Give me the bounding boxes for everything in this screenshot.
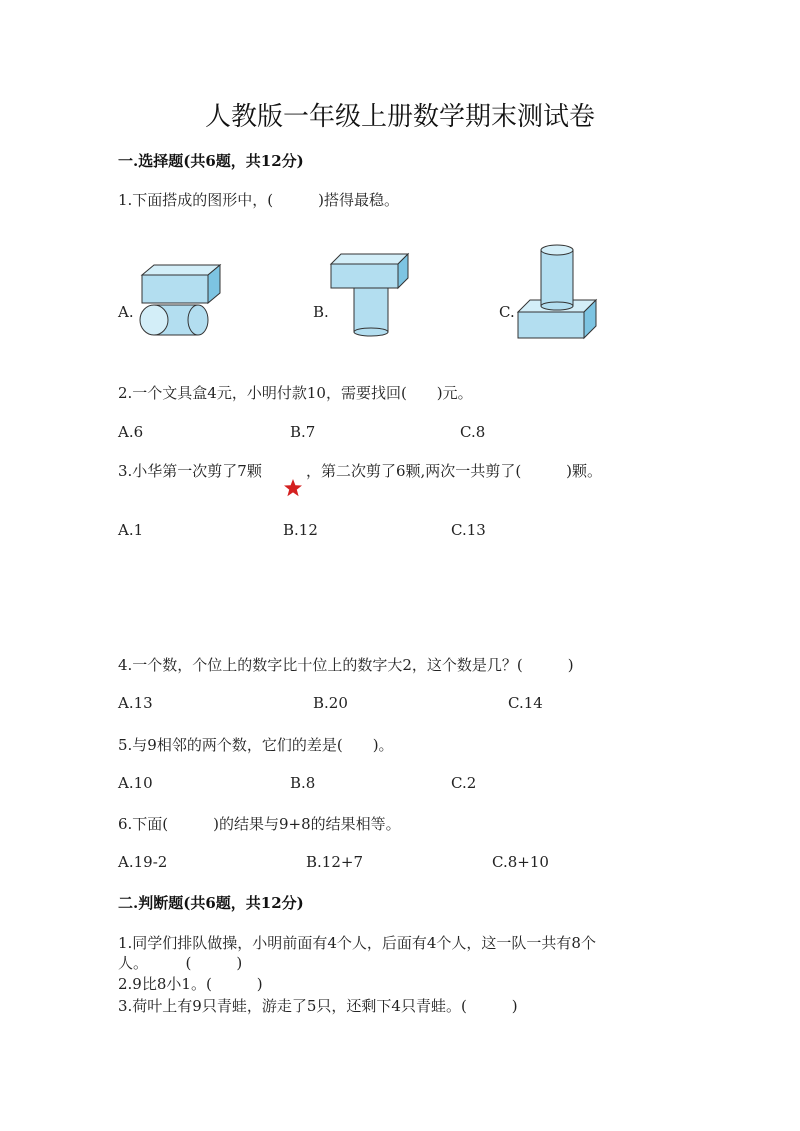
q5-option-a: A.10 <box>118 774 153 792</box>
question-3-part2: ，第二次剪了6颗,两次一共剪了( )颗。 <box>306 462 603 480</box>
page-title: 人教版一年级上册数学期末测试卷 <box>204 102 595 132</box>
q5-option-c: C.2 <box>451 774 477 792</box>
q2-option-a: A.6 <box>118 423 144 441</box>
judgement-2: 2.9比8小1。( ) <box>118 975 263 993</box>
q3-option-a: A.1 <box>118 521 144 539</box>
judgement-1-line2: 人。 ( ) <box>118 954 243 972</box>
q4-option-c: C.14 <box>508 694 543 712</box>
q6-option-c: C.8+10 <box>492 853 549 871</box>
q6-option-b: B.12+7 <box>306 853 363 871</box>
question-1: 1.下面搭成的图形中，( )搭得最稳。 <box>118 191 400 209</box>
q2-option-b: B.7 <box>290 423 316 441</box>
star-icon <box>283 478 303 498</box>
q3-option-b: B.12 <box>283 521 318 539</box>
question-4: 4.一个数，个位上的数字比十位上的数字大2，这个数是几？( ) <box>118 656 574 674</box>
q4-option-a: A.13 <box>118 694 153 712</box>
section-heading-judgement: 二.判断题(共6题，共12分) <box>118 894 304 912</box>
q5-option-b: B.8 <box>290 774 316 792</box>
option-c-label: C. <box>499 303 515 321</box>
figure-b-cuboid-on-cylinder <box>328 250 412 338</box>
question-5: 5.与9相邻的两个数，它们的差是( )。 <box>118 736 394 754</box>
judgement-1-line1: 1.同学们排队做操，小明前面有4个人，后面有4个人，这一队一共有8个 <box>118 934 596 952</box>
option-a-label: A. <box>118 303 134 321</box>
judgement-3: 3.荷叶上有9只青蛙，游走了5只，还剩下4只青蛙。( ) <box>118 997 518 1015</box>
q6-option-a: A.19-2 <box>118 853 168 871</box>
question-2: 2.一个文具盒4元，小明付款10，需要找回( )元。 <box>118 384 473 402</box>
option-b-label: B. <box>313 303 329 321</box>
figure-a-cuboid-on-cylinder <box>136 263 226 341</box>
figure-c-cylinder-on-cuboid <box>514 242 600 340</box>
q4-option-b: B.20 <box>313 694 348 712</box>
q2-option-c: C.8 <box>460 423 486 441</box>
question-3-part1: 3.小华第一次剪了7颗 <box>118 462 262 480</box>
section-heading-choice: 一.选择题(共6题，共12分) <box>118 152 304 170</box>
q3-option-c: C.13 <box>451 521 486 539</box>
question-6: 6.下面( )的结果与9+8的结果相等。 <box>118 815 401 833</box>
